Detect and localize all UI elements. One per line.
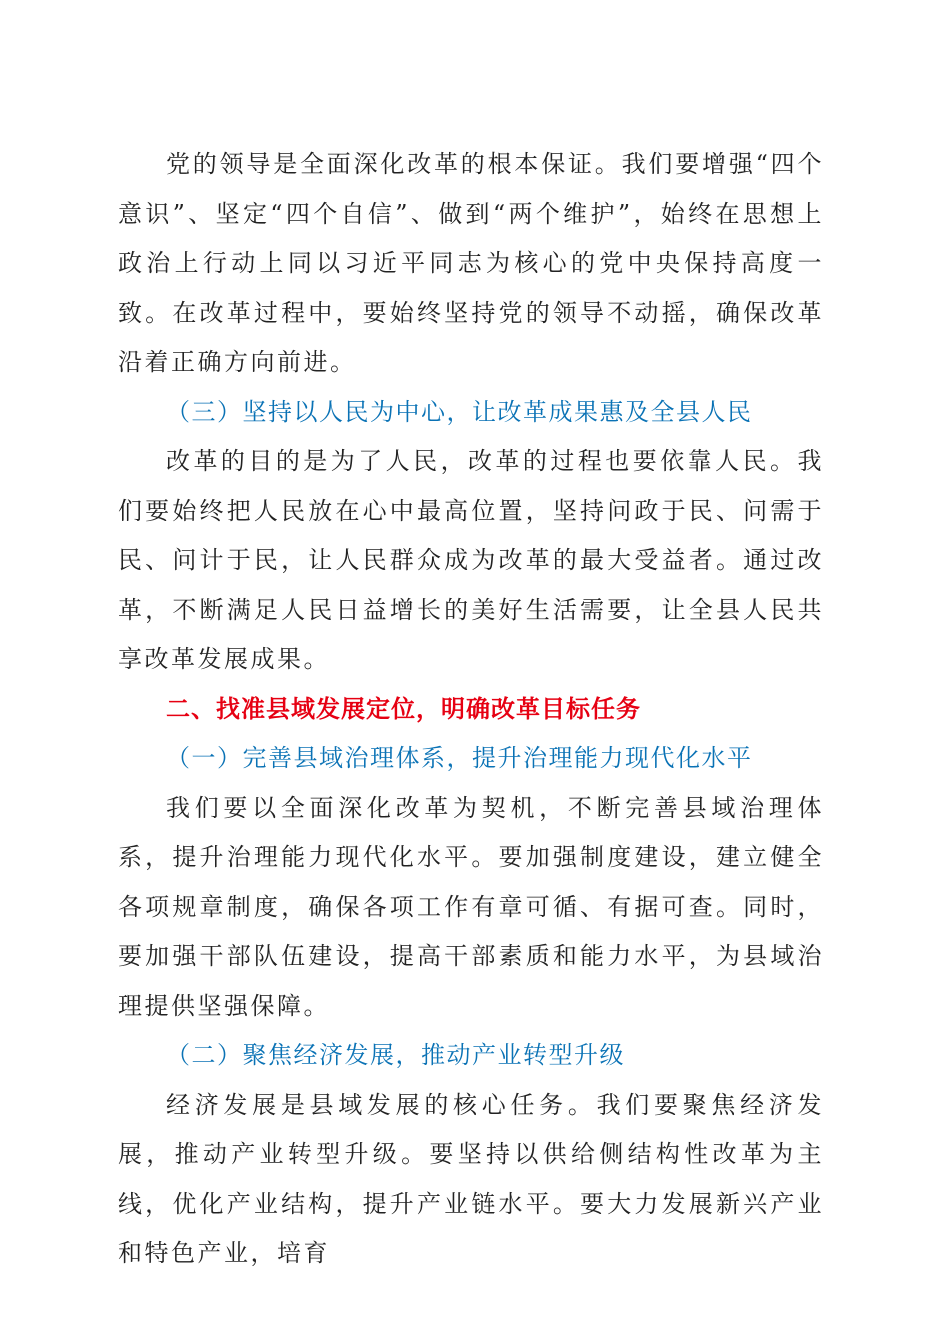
paragraph-economy: 经济发展是县域发展的核心任务。我们要聚焦经济发展，推动产业转型升级。要坚持以供给侧结构性改革为主线，优化产业结构，提升产业链水平。要大力发展新兴产业和特色产业，培育: [118, 1090, 824, 1267]
subheading-people-centered: （三）坚持以人民为中心，让改革成果惠及全县人民: [166, 397, 753, 426]
paragraph-people: 改革的目的是为了人民，改革的过程也要依靠人民。我们要始终把人民放在心中最高位置，坚持问政于民、问需于民、问计于民，让人民群众成为改革的最大受益者。通过改革，不断满足人民日益增长的美好生活需要，让全县人民共享改革发展成果。: [118, 447, 824, 673]
paragraph-governance: 我们要以全面深化改革为契机，不断完善县域治理体系，提升治理能力现代化水平。要加强制度建设，建立健全各项规章制度，确保各项工作有章可循、有据可查。同时，要加强干部队伍建设，提高干部素质和能力水平，为县域治理提供坚强保障。: [118, 793, 824, 1020]
subheading-economic-development: （二）聚焦经济发展，推动产业转型升级: [166, 1041, 625, 1069]
subheading-governance-system: （一）完善县域治理体系，提升治理能力现代化水平: [166, 744, 753, 772]
section-heading-development-positioning: 二、找准县域发展定位，明确改革目标任务: [166, 694, 641, 723]
document-page: [118, 140, 824, 1279]
paragraph-party-leadership: 党的领导是全面深化改革的根本保证。我们要增强“四个意识”、坚定“四个自信”、做到“两个维护”，始终在思想上政治上行动上同以习近平同志为核心的党中央保持高度一致。在改革过程中，要始终坚持党的领导不动摇，确保改革沿着正确方向前进。: [118, 150, 824, 376]
